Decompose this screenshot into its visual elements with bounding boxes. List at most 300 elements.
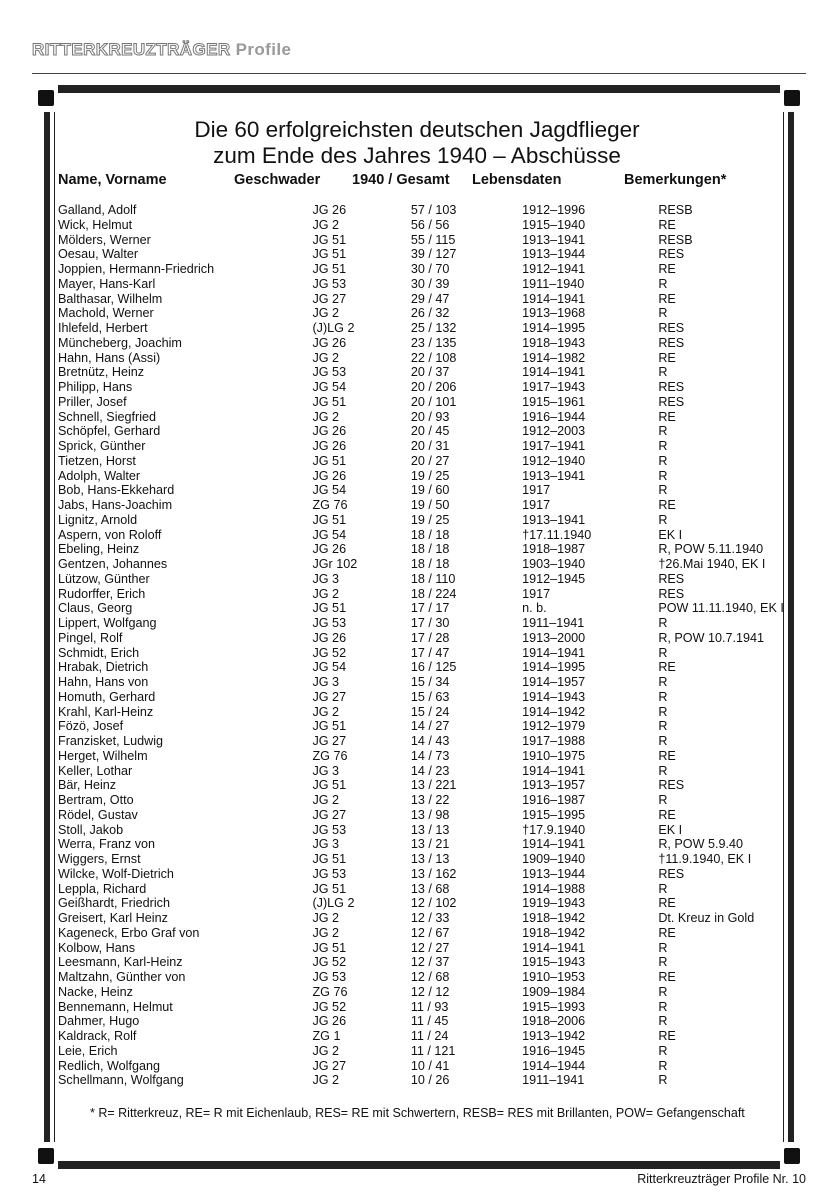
pilot-remarks: RE bbox=[658, 350, 676, 365]
pilot-score: 18 / 18 bbox=[410, 527, 450, 542]
pilot-geschwader: JG 51 bbox=[312, 881, 347, 896]
pilots-table bbox=[0, 203, 834, 1088]
pilot-geschwader: JG 3 bbox=[312, 675, 340, 689]
pilot-lifespan: 1912–1941 bbox=[522, 262, 586, 276]
pilot-score: 12 / 67 bbox=[410, 925, 450, 940]
pilot-geschwader: ZG 76 bbox=[312, 984, 348, 999]
pilot-geschwader: JG 52 bbox=[312, 645, 347, 660]
table-row bbox=[0, 837, 834, 852]
pilot-score: 13 / 68 bbox=[410, 881, 450, 896]
pilot-name: Rödel, Gustav bbox=[58, 807, 138, 822]
pilot-lifespan: 1915–1993 bbox=[522, 999, 586, 1014]
pilot-remarks: R bbox=[658, 306, 668, 321]
pilot-geschwader: JG 2 bbox=[312, 704, 340, 719]
table-row bbox=[0, 955, 834, 970]
pilot-remarks: R bbox=[658, 483, 668, 498]
pilot-geschwader: JG 2 bbox=[312, 306, 340, 321]
table-row bbox=[0, 233, 834, 248]
pilot-remarks: R, POW 5.11.1940 bbox=[658, 542, 764, 557]
pilot-score: 10 / 41 bbox=[410, 1058, 450, 1073]
pilot-lifespan: 1903–1940 bbox=[522, 557, 586, 571]
pilot-geschwader: JG 26 bbox=[312, 335, 347, 350]
pilot-name: Priller, Josef bbox=[58, 394, 127, 409]
pilot-name: Hrabak, Dietrich bbox=[58, 660, 149, 675]
table-row bbox=[0, 439, 834, 454]
pilot-score: 13 / 21 bbox=[410, 837, 450, 852]
table-row bbox=[0, 247, 834, 262]
pilot-name: Kaldrack, Rolf bbox=[58, 1029, 137, 1043]
pilot-lifespan: 1914–1995 bbox=[522, 321, 586, 335]
pilot-score: 55 / 115 bbox=[410, 232, 456, 247]
table-row bbox=[0, 705, 834, 720]
pilot-remarks: RE bbox=[658, 748, 676, 763]
pilot-geschwader: JG 26 bbox=[312, 203, 347, 217]
pilot-remarks: R bbox=[658, 512, 668, 527]
pilot-geschwader: (J)LG 2 bbox=[312, 896, 355, 911]
column-header-life: Lebensdaten bbox=[472, 172, 562, 188]
pilot-geschwader: JG 2 bbox=[312, 409, 340, 424]
pilot-name: Schöpfel, Gerhard bbox=[58, 424, 161, 439]
pilot-score: 13 / 98 bbox=[410, 807, 450, 822]
table-row bbox=[0, 867, 834, 882]
pilot-lifespan: 1916–1945 bbox=[522, 1043, 586, 1058]
pilot-lifespan: 1914–1944 bbox=[522, 1058, 586, 1073]
pilot-name: Bretnütz, Heinz bbox=[58, 365, 145, 380]
table-row bbox=[0, 572, 834, 587]
pilot-name: Werra, Franz von bbox=[58, 837, 156, 852]
pilot-remarks: RES bbox=[658, 380, 685, 394]
pilot-lifespan: 1917–1941 bbox=[522, 439, 586, 453]
column-header-name: Name, Vorname bbox=[58, 172, 167, 188]
pilot-remarks: R bbox=[658, 616, 668, 630]
pilot-lifespan: 1914–1941 bbox=[522, 763, 586, 778]
pilot-remarks: POW 11.11.1940, EK I bbox=[658, 601, 784, 616]
pilot-name: Jabs, Hans-Joachim bbox=[58, 498, 173, 512]
pilot-remarks: RE bbox=[658, 291, 676, 306]
pilot-name: Tietzen, Horst bbox=[58, 453, 136, 468]
pilot-score: 13 / 162 bbox=[410, 866, 457, 881]
table-row bbox=[0, 1029, 834, 1044]
pilot-geschwader: JG 27 bbox=[312, 807, 347, 822]
pilot-remarks: R bbox=[658, 719, 668, 734]
pilot-score: 20 / 101 bbox=[410, 394, 457, 409]
pilot-remarks: RESB bbox=[658, 232, 693, 247]
pilot-remarks: R bbox=[658, 439, 668, 453]
pilot-name: Schnell, Siegfried bbox=[58, 409, 157, 424]
pilot-name: Ihlefeld, Herbert bbox=[58, 321, 148, 335]
pilot-remarks: RES bbox=[658, 394, 685, 409]
pilot-geschwader: JG 51 bbox=[312, 247, 347, 262]
table-row bbox=[0, 852, 834, 867]
pilot-score: 20 / 27 bbox=[410, 453, 450, 468]
table-row bbox=[0, 218, 834, 233]
pilot-score: 12 / 27 bbox=[410, 940, 450, 955]
pilot-score: 11 / 121 bbox=[410, 1043, 456, 1058]
pilot-score: 20 / 37 bbox=[410, 365, 450, 380]
pilot-score: 17 / 30 bbox=[410, 616, 450, 630]
pilot-score: 13 / 13 bbox=[410, 852, 450, 866]
pilot-remarks: R bbox=[658, 424, 668, 439]
pilot-remarks: RE bbox=[658, 896, 676, 911]
pilot-name: Lützow, Günther bbox=[58, 571, 150, 586]
header-rule bbox=[32, 73, 806, 74]
pilot-lifespan: 1917 bbox=[522, 586, 551, 601]
pilot-score: 17 / 17 bbox=[410, 601, 450, 616]
pilot-name: Herget, Wilhelm bbox=[58, 748, 148, 763]
pilot-score: 19 / 25 bbox=[410, 512, 450, 527]
pilot-lifespan: 1917 bbox=[522, 498, 551, 512]
column-header-remarks: Bemerkungen* bbox=[624, 172, 727, 188]
table-row bbox=[0, 896, 834, 911]
pilot-lifespan: 1918–1942 bbox=[522, 925, 586, 940]
pilot-geschwader: JG 53 bbox=[312, 616, 347, 630]
pilot-score: 12 / 33 bbox=[410, 911, 450, 925]
pilot-lifespan: 1914–1941 bbox=[522, 645, 586, 660]
pilot-geschwader: (J)LG 2 bbox=[312, 321, 355, 335]
pilot-score: 20 / 31 bbox=[410, 439, 450, 453]
table-row bbox=[0, 321, 834, 336]
table-row bbox=[0, 926, 834, 941]
pilot-score: 10 / 26 bbox=[410, 1073, 450, 1088]
pilot-lifespan: 1914–1982 bbox=[522, 350, 586, 365]
pilot-remarks: R bbox=[658, 675, 668, 689]
table-row bbox=[0, 719, 834, 734]
pilot-remarks: RE bbox=[658, 262, 676, 276]
pilot-lifespan: 1913–2000 bbox=[522, 630, 586, 645]
column-header-geschwader: Geschwader bbox=[234, 172, 321, 188]
pilot-geschwader: JG 27 bbox=[312, 689, 347, 704]
table-row bbox=[0, 542, 834, 557]
pilot-geschwader: JG 51 bbox=[312, 262, 347, 276]
pilot-name: Wilcke, Wolf-Dietrich bbox=[58, 866, 174, 881]
pilot-name: Bär, Heinz bbox=[58, 778, 117, 793]
pilot-score: 56 / 56 bbox=[410, 217, 450, 232]
pilot-score: 11 / 24 bbox=[410, 1029, 449, 1043]
pilot-score: 12 / 102 bbox=[410, 896, 457, 911]
pilot-remarks: R bbox=[658, 881, 668, 896]
pilot-name: Gentzen, Johannes bbox=[58, 557, 168, 571]
pilot-score: 22 / 108 bbox=[410, 350, 457, 365]
pilot-score: 11 / 45 bbox=[410, 1014, 449, 1029]
pilot-geschwader: JG 51 bbox=[312, 719, 347, 734]
pilot-remarks: R bbox=[658, 468, 668, 483]
pilot-name: Redlich, Wolfgang bbox=[58, 1058, 160, 1073]
pilot-lifespan: 1914–1941 bbox=[522, 291, 586, 306]
pilot-name: Pingel, Rolf bbox=[58, 630, 123, 645]
table-row bbox=[0, 498, 834, 513]
pilot-lifespan: 1912–1940 bbox=[522, 453, 586, 468]
pilot-score: 14 / 73 bbox=[410, 748, 450, 763]
pilot-name: Galland, Adolf bbox=[58, 203, 137, 217]
pilot-geschwader: JG 52 bbox=[312, 955, 347, 970]
pilot-geschwader: JG 51 bbox=[312, 940, 347, 955]
pilot-geschwader: JG 51 bbox=[312, 512, 347, 527]
pilot-name: Bertram, Otto bbox=[58, 793, 134, 807]
pilot-geschwader: JG 52 bbox=[312, 999, 347, 1014]
pilot-score: 30 / 70 bbox=[410, 262, 450, 276]
pilot-lifespan: 1913–1944 bbox=[522, 247, 586, 262]
pilot-remarks: RES bbox=[658, 335, 685, 350]
pilot-score: 18 / 18 bbox=[410, 557, 450, 571]
pilot-name: Kolbow, Hans bbox=[58, 940, 136, 955]
pilot-lifespan: 1915–1943 bbox=[522, 955, 586, 970]
pilot-remarks: RE bbox=[658, 970, 676, 984]
pilot-remarks: †26.Mai 1940, EK I bbox=[658, 557, 766, 571]
pilot-score: 25 / 132 bbox=[410, 321, 457, 335]
table-row bbox=[0, 823, 834, 838]
pilot-score: 20 / 206 bbox=[410, 380, 457, 394]
pilot-lifespan: 1917 bbox=[522, 483, 551, 498]
pilot-remarks: R bbox=[658, 1058, 668, 1073]
pilot-name: Bennemann, Helmut bbox=[58, 999, 173, 1014]
page-title-line2: zum Ende des Jahres 1940 – Abschüsse bbox=[213, 143, 621, 168]
pilot-lifespan: †17.11.1940 bbox=[522, 527, 592, 542]
pilot-score: 39 / 127 bbox=[410, 247, 457, 262]
frame-corner-bottom-right bbox=[770, 1142, 800, 1172]
table-row bbox=[0, 513, 834, 528]
pilot-name: Keller, Lothar bbox=[58, 763, 133, 778]
pilot-name: Leie, Erich bbox=[58, 1043, 118, 1058]
pilot-lifespan: 1918–1942 bbox=[522, 911, 586, 925]
pilot-remarks: RE bbox=[658, 925, 676, 940]
pilot-remarks: R bbox=[658, 1073, 668, 1088]
pilot-name: Hahn, Hans (Assi) bbox=[58, 350, 161, 365]
pilot-geschwader: JG 53 bbox=[312, 276, 347, 291]
pilot-score: 14 / 27 bbox=[410, 719, 450, 734]
table-row bbox=[0, 557, 834, 572]
pilot-name: Mayer, Hans-Karl bbox=[58, 276, 156, 291]
pilot-lifespan: 1914–1941 bbox=[522, 837, 586, 852]
pilot-geschwader: JG 26 bbox=[312, 542, 347, 557]
pilot-geschwader: JG 2 bbox=[312, 586, 340, 601]
pilot-name: Machold, Werner bbox=[58, 306, 154, 321]
pilot-remarks: RES bbox=[658, 571, 685, 586]
pilot-lifespan: 1914–1941 bbox=[522, 365, 586, 380]
pilot-lifespan: 1918–2006 bbox=[522, 1014, 586, 1029]
pilot-name: Greisert, Karl Heinz bbox=[58, 911, 168, 925]
pilot-remarks: R bbox=[658, 453, 668, 468]
pilot-geschwader: JG 51 bbox=[312, 852, 347, 866]
pilot-geschwader: JG 26 bbox=[312, 439, 347, 453]
pilot-score: 23 / 135 bbox=[410, 335, 457, 350]
table-row bbox=[0, 587, 834, 602]
pilot-remarks: †11.9.1940, EK I bbox=[658, 852, 752, 866]
pilot-lifespan: 1915–1961 bbox=[522, 394, 586, 409]
frame-bottom bbox=[58, 1161, 780, 1169]
pilot-remarks: R bbox=[658, 704, 668, 719]
pilot-score: 14 / 23 bbox=[410, 763, 450, 778]
pilot-remarks: RES bbox=[658, 586, 685, 601]
pilot-geschwader: JG 2 bbox=[312, 793, 340, 807]
pilot-geschwader: JG 54 bbox=[312, 527, 347, 542]
pilot-score: 17 / 28 bbox=[410, 630, 450, 645]
pilot-remarks: RE bbox=[658, 660, 676, 675]
pilot-remarks: RE bbox=[658, 1029, 676, 1043]
pilot-name: Leppla, Richard bbox=[58, 881, 147, 896]
pilot-remarks: R bbox=[658, 365, 668, 380]
pilot-score: 18 / 110 bbox=[410, 571, 456, 586]
table-row bbox=[0, 793, 834, 808]
pilot-geschwader: JG 51 bbox=[312, 232, 347, 247]
pilot-geschwader: JG 26 bbox=[312, 630, 347, 645]
table-row bbox=[0, 1000, 834, 1015]
column-header-score: 1940 / Gesamt bbox=[352, 172, 450, 188]
table-row bbox=[0, 395, 834, 410]
pilot-score: 13 / 13 bbox=[410, 822, 450, 837]
pilot-name: Schmidt, Erich bbox=[58, 645, 140, 660]
pilot-lifespan: 1919–1943 bbox=[522, 896, 586, 911]
table-row bbox=[0, 778, 834, 793]
pilot-name: Homuth, Gerhard bbox=[58, 689, 156, 704]
pilot-name: Joppien, Hermann-Friedrich bbox=[58, 262, 215, 276]
pilot-geschwader: JG 27 bbox=[312, 734, 347, 748]
table-row bbox=[0, 601, 834, 616]
pilot-lifespan: 1915–1995 bbox=[522, 807, 586, 822]
pilot-name: Adolph, Walter bbox=[58, 468, 141, 483]
pilot-lifespan: 1913–1942 bbox=[522, 1029, 586, 1043]
pilot-lifespan: 1918–1987 bbox=[522, 542, 586, 557]
pilot-geschwader: JG 51 bbox=[312, 778, 347, 793]
pilot-geschwader: JG 2 bbox=[312, 911, 340, 925]
pilot-geschwader: JG 3 bbox=[312, 837, 340, 852]
pilot-geschwader: JG 2 bbox=[312, 925, 340, 940]
pilot-score: 29 / 47 bbox=[410, 291, 450, 306]
table-row bbox=[0, 1073, 834, 1088]
pilot-score: 19 / 50 bbox=[410, 498, 450, 512]
frame-top bbox=[58, 85, 780, 93]
pilot-score: 12 / 12 bbox=[410, 984, 450, 999]
pilot-lifespan: 1912–1979 bbox=[522, 719, 586, 734]
pilot-remarks: R bbox=[658, 763, 668, 778]
pilot-remarks: RE bbox=[658, 217, 676, 232]
frame-corner-top-right bbox=[770, 82, 800, 112]
header-brand-suffix: Profile bbox=[235, 40, 292, 59]
pilot-geschwader: JG 53 bbox=[312, 822, 347, 837]
table-row bbox=[0, 882, 834, 897]
table-row bbox=[0, 1044, 834, 1059]
pilot-score: 15 / 63 bbox=[410, 689, 450, 704]
page-title-line1: Die 60 erfolgreichsten deutschen Jagdflieger bbox=[194, 117, 640, 142]
table-row bbox=[0, 734, 834, 749]
pilot-lifespan: 1909–1984 bbox=[522, 984, 586, 999]
table-row bbox=[0, 985, 834, 1000]
pilot-name: Schellmann, Wolfgang bbox=[58, 1073, 184, 1088]
pilot-geschwader: JG 54 bbox=[312, 660, 347, 675]
header-brand-name: RITTERKREUZTRÄGER bbox=[32, 40, 231, 59]
pilot-geschwader: JG 51 bbox=[312, 453, 347, 468]
pilot-remarks: R bbox=[658, 1014, 668, 1029]
pilot-geschwader: JG 53 bbox=[312, 365, 347, 380]
pilot-score: 18 / 18 bbox=[410, 542, 450, 557]
pilot-remarks: R bbox=[658, 689, 668, 704]
footnote: * R= Ritterkreuz, RE= R mit Eichenlaub, RES= RE mit Schwertern, RESB= RES mit Brillanten, POW= Gefangenschaft bbox=[90, 1106, 745, 1120]
pilot-geschwader: JG 54 bbox=[312, 380, 347, 394]
pilot-remarks: R bbox=[658, 940, 668, 955]
pilot-name: Rudorffer, Erich bbox=[58, 586, 146, 601]
pilot-lifespan: 1914–1988 bbox=[522, 881, 586, 896]
table-row bbox=[0, 528, 834, 543]
pilot-lifespan: 1913–1941 bbox=[522, 468, 586, 483]
pilot-geschwader: JG 53 bbox=[312, 970, 347, 984]
pilot-remarks: R bbox=[658, 955, 668, 970]
pilot-remarks: RES bbox=[658, 866, 685, 881]
table-row bbox=[0, 424, 834, 439]
pilot-name: Geißhardt, Friedrich bbox=[58, 896, 170, 911]
pilot-geschwader: JG 2 bbox=[312, 350, 340, 365]
pilot-lifespan: 1913–1941 bbox=[522, 512, 586, 527]
pilot-geschwader: JG 2 bbox=[312, 1043, 340, 1058]
pilot-score: 13 / 22 bbox=[410, 793, 450, 807]
table-row bbox=[0, 631, 834, 646]
pilot-lifespan: 1910–1975 bbox=[522, 748, 586, 763]
pilot-geschwader: ZG 1 bbox=[312, 1029, 341, 1043]
table-row bbox=[0, 380, 834, 395]
pilot-score: 19 / 25 bbox=[410, 468, 450, 483]
pilot-lifespan: 1912–1996 bbox=[522, 203, 586, 217]
pilot-score: 12 / 37 bbox=[410, 955, 450, 970]
pilot-geschwader: ZG 76 bbox=[312, 498, 348, 512]
table-row bbox=[0, 262, 834, 277]
pilot-geschwader: JG 27 bbox=[312, 1058, 347, 1073]
table-row bbox=[0, 1059, 834, 1074]
pilot-remarks: R bbox=[658, 984, 668, 999]
pilot-remarks: R bbox=[658, 734, 668, 748]
pilot-score: 12 / 68 bbox=[410, 970, 450, 984]
pilot-lifespan: 1909–1940 bbox=[522, 852, 586, 866]
table-row bbox=[0, 675, 834, 690]
pilot-name: Wick, Helmut bbox=[58, 217, 133, 232]
pilot-name: Stoll, Jakob bbox=[58, 822, 124, 837]
pilot-remarks: R, POW 5.9.40 bbox=[658, 837, 744, 852]
pilot-geschwader: JG 3 bbox=[312, 571, 340, 586]
header-brand bbox=[32, 40, 291, 60]
pilot-remarks: R bbox=[658, 645, 668, 660]
pilot-name: Aspern, von Roloff bbox=[58, 527, 162, 542]
pilot-score: 20 / 93 bbox=[410, 409, 450, 424]
pilot-remarks: R bbox=[658, 276, 668, 291]
pilot-lifespan: 1916–1987 bbox=[522, 793, 586, 807]
pilot-geschwader: JG 26 bbox=[312, 424, 347, 439]
pilot-lifespan: 1911–1941 bbox=[522, 616, 585, 630]
pilot-score: 15 / 34 bbox=[410, 675, 450, 689]
table-row bbox=[0, 351, 834, 366]
pilot-lifespan: 1913–1944 bbox=[522, 866, 586, 881]
table-row bbox=[0, 970, 834, 985]
pilot-score: 19 / 60 bbox=[410, 483, 450, 498]
pilot-remarks: EK I bbox=[658, 822, 683, 837]
pilot-remarks: RE bbox=[658, 807, 676, 822]
table-row bbox=[0, 483, 834, 498]
pilot-name: Claus, Georg bbox=[58, 601, 133, 616]
table-row bbox=[0, 203, 834, 218]
pilot-lifespan: 1918–1943 bbox=[522, 335, 586, 350]
pilot-score: 14 / 43 bbox=[410, 734, 450, 748]
pilot-remarks: R bbox=[658, 999, 668, 1014]
pilot-lifespan: 1911–1941 bbox=[522, 1073, 585, 1088]
pilot-lifespan: 1914–1995 bbox=[522, 660, 586, 675]
table-row bbox=[0, 365, 834, 380]
pilot-score: 15 / 24 bbox=[410, 704, 450, 719]
pilot-name: Lignitz, Arnold bbox=[58, 512, 138, 527]
pilot-geschwader: JG 2 bbox=[312, 217, 340, 232]
pilot-name: Nacke, Heinz bbox=[58, 984, 133, 999]
pilot-name: Hahn, Hans von bbox=[58, 675, 149, 689]
pilot-lifespan: 1916–1944 bbox=[522, 409, 586, 424]
pilot-score: 18 / 224 bbox=[410, 586, 457, 601]
pilot-remarks: RES bbox=[658, 778, 685, 793]
pilot-geschwader: ZG 76 bbox=[312, 748, 348, 763]
pilot-remarks: RES bbox=[658, 247, 685, 262]
